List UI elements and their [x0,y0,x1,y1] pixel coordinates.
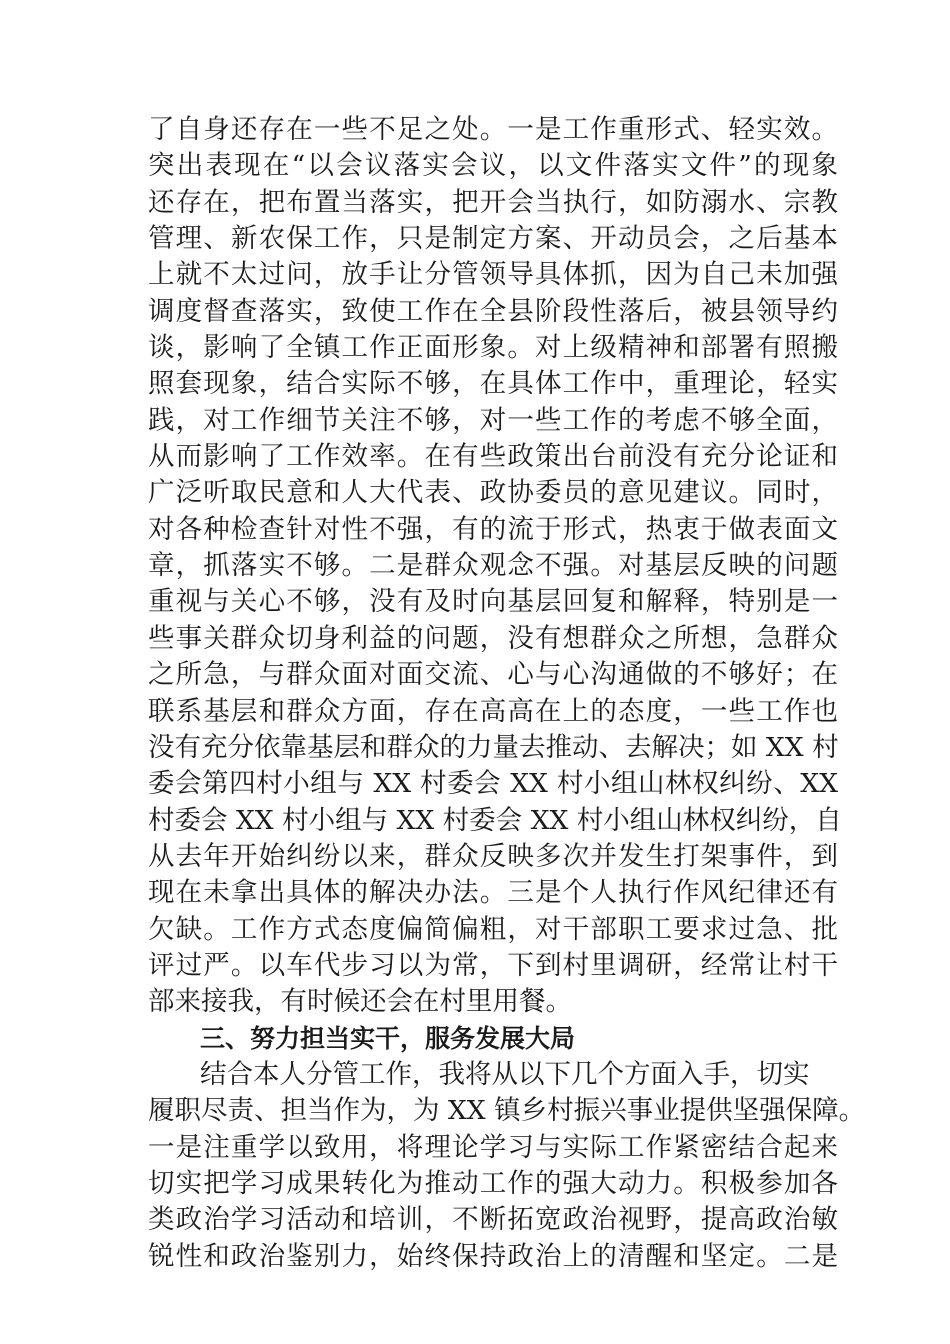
text-line: 些事关群众切身利益的问题，没有想群众之所想，急群众 [148,622,838,654]
text-line: 村委会 XX 村小组与 XX 村委会 XX 村小组山林权纠纷，自 [148,804,842,836]
text-line: 履职尽责、担当作为，为 XX 镇乡村振兴事业提供坚强保障。 [148,1095,866,1127]
text-line: 欠缺。工作方式态度偏简偏粗，对干部职工要求过急、批 [148,913,838,945]
section-heading: 三、努力担当实干，服务发展大局 [200,1023,576,1053]
text-line: 重视与关心不够，没有及时向基层回复和解释，特别是一 [148,586,838,618]
text-line: 调度督查落实，致使工作在全县阶段性落后，被县领导约 [148,295,838,327]
text-line: 广泛听取民意和人大代表、政协委员的意见建议。同时， [148,477,838,509]
text-line: 从而影响了工作效率。在有些政策出台前没有充分论证和 [148,441,838,473]
text-line: 委会第四村小组与 XX 村委会 XX 村小组山林权纠纷、XX [148,768,838,800]
text-line: 类政治学习活动和培训，不断拓宽政治视野，提高政治敏 [148,1204,838,1236]
text-line: 切实把学习成果转化为推动工作的强大动力。积极参加各 [148,1167,838,1199]
text-line: 没有充分依靠基层和群众的力量去推动、去解决；如 XX 村 [148,731,839,763]
text-line: 从去年开始纠纷以来，群众反映多次并发生打架事件，到 [148,840,838,872]
text-line: 突出表现在“以会议落实会议，以文件落实文件”的现象 [148,150,838,182]
text-line: 上就不太过问，放手让分管领导具体抓，因为自己未加强 [148,259,838,291]
text-line: 部来接我，有时候还会在村里用餐。 [148,986,572,1018]
text-line: 之所急，与群众面对面交流、心与心沟通做的不够好；在 [148,659,838,691]
text-line: 现在未拿出具体的解决办法。三是个人执行作风纪律还有 [148,877,838,909]
text-line: 评过严。以车代步习以为常，下到村里调研，经常让村干 [148,949,838,981]
document-body [148,112,866,1275]
text-line: 结合本人分管工作，我将从以下几个方面入手，切实 [200,1058,810,1090]
text-line: 还存在，把布置当落实，把开会当执行，如防溺水、宗教 [148,186,838,218]
text-line: 管理、新农保工作，只是制定方案、开动员会，之后基本 [148,223,838,255]
text-line: 谈，影响了全镇工作正面形象。对上级精神和部署有照搬 [148,332,838,364]
text-line: 照套现象，结合实际不够，在具体工作中，重理论，轻实 [148,368,838,400]
text-line: 了自身还存在一些不足之处。一是工作重形式、轻实效。 [148,114,838,145]
text-line: 践，对工作细节关注不够，对一些工作的考虑不够全面， [148,404,838,436]
text-line: 一是注重学以致用，将理论学习与实际工作紧密结合起来 [148,1131,838,1163]
text-line: 联系基层和群众方面，存在高高在上的态度，一些工作也 [148,695,838,727]
text-line: 章，抓落实不够。二是群众观念不强。对基层反映的问题 [148,550,838,582]
text-line: 锐性和政治鉴别力，始终保持政治上的清醒和坚定。二是 [148,1240,838,1272]
text-line: 对各种检查针对性不强，有的流于形式，热衷于做表面文 [148,513,838,545]
